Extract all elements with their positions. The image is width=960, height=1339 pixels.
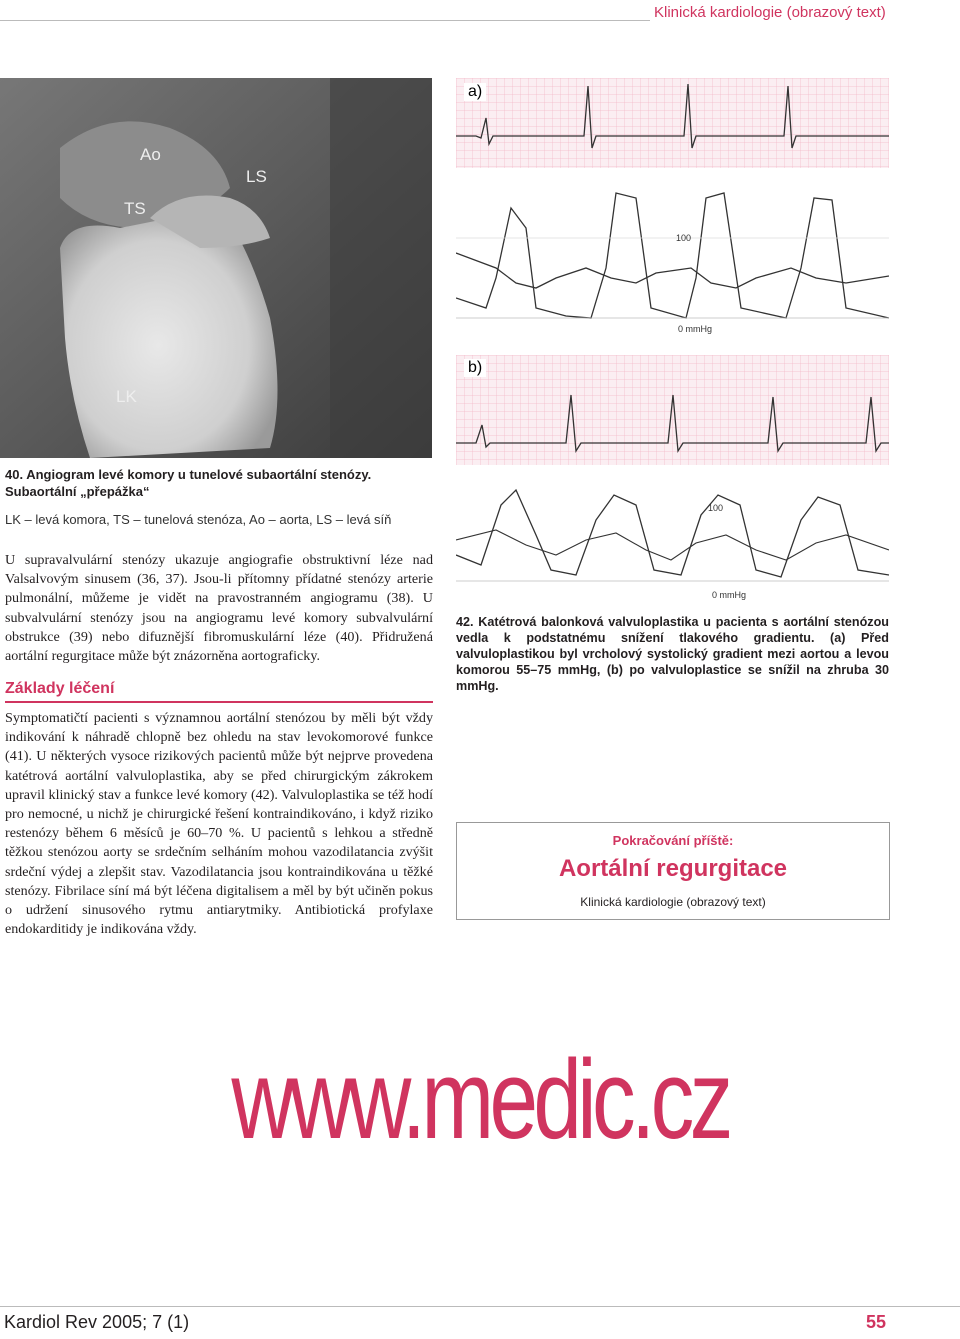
footer-rule <box>0 1306 960 1307</box>
running-header: Klinická kardiologie (obrazový text) <box>654 4 886 21</box>
body-paragraph-2: Symptomatičtí pacienti s významnou aortální stenózou by měli být vždy indikování k náhradě chlopně bez ohledu na stav levokomorové funkce (41). U některých vysoce rizikových pacientů může být nejprve provedena katétrová aortální valvuloplastika, aby se před chirurgickým zákrokem upravil klinický stav a funkce levé komory (42). Valvuloplastika se též hodí pro nemocné, u nichž je chirurgické řešení kontraindikováno, i když riziko restenózy během 6 měsíců je 60–70 %. U pacientů s lehkou a středně těžkou stenózou aorty se srdečním selháním mohou vazodilatancia zvýšit srdeční výdej a zlepšit stav. Vazodilatancia jsou kontraindikována u těžké stenózy. Fibrilace síní má být léčena digitalisem a měl by být učiněn pokus o udržení sinusového rytmu antiarytmiky. Antibiotická profylaxe endokarditidy je indikována vždy. <box>5 710 433 938</box>
website-url[interactable]: www.medic.cz <box>231 1037 729 1162</box>
footer-citation: Kardiol Rev 2005; 7 (1) <box>4 1312 190 1332</box>
panel-b-scale-top: 100 <box>708 503 724 513</box>
next-issue-subtitle: Klinická kardiologie (obrazový text) <box>580 895 766 909</box>
label-ao: Ao <box>140 145 161 164</box>
next-issue-title: Aortální regurgitace <box>558 855 788 882</box>
next-issue-label: Pokračování příště: <box>612 833 734 848</box>
header-rule <box>0 20 650 21</box>
panel-b-label: b) <box>464 359 486 377</box>
label-ls: LS <box>246 167 267 186</box>
panel-a-label: a) <box>464 83 486 101</box>
panel-a-scale-bottom: 0 mmHg <box>678 324 713 334</box>
ecg-panel-a <box>456 78 889 348</box>
page-number: 55 <box>865 1312 886 1332</box>
panel-b-scale-bottom: 0 mmHg <box>712 590 747 600</box>
body-paragraph-1: U supravalvulární stenózy ukazuje angiografie obstruktivní léze nad Valsalvovým sinusem (36, 37). Jsou-li přítomny přídatné stenózy arterie pulmonální, můžeme je vidět na pravostranném angiogramu (38). U subvalvulární stenózy jsou na angiogramu levé komory subvalvulární obstrukce (39) nebo difuznější fibromuskulární léze (40). Přidružená aortální regurgitace může být znázorněna aortograficky. <box>5 552 433 665</box>
label-lk: LK <box>116 387 137 406</box>
figure40-caption: 40. Angiogram levé komory u tunelové subaortální stenózy. Subaortální „přepážka“ <box>5 467 372 499</box>
section-heading: Základy léčení <box>5 680 433 703</box>
angiogram-image <box>0 78 432 458</box>
label-ts: TS <box>124 199 146 218</box>
figure40-legend: LK – levá komora, TS – tunelová stenóza, Ao – aorta, LS – levá síň <box>5 512 392 527</box>
ecg-panel-b <box>456 355 889 607</box>
panel-a-scale-top: 100 <box>676 233 692 243</box>
figure42-caption: 42. Katétrová balonková valvuloplastika u pacienta s aortální stenózou vedla k podstatnému snížení tlakového gradientu. (a) Před valvuloplastikou byl vrcholový systolický gradient mezi aortou a levou komorou 55–75 mmHg, (b) po valvuloplastice se snížil na zhruba 30 mmHg. <box>456 615 889 693</box>
next-issue-box <box>456 822 890 920</box>
